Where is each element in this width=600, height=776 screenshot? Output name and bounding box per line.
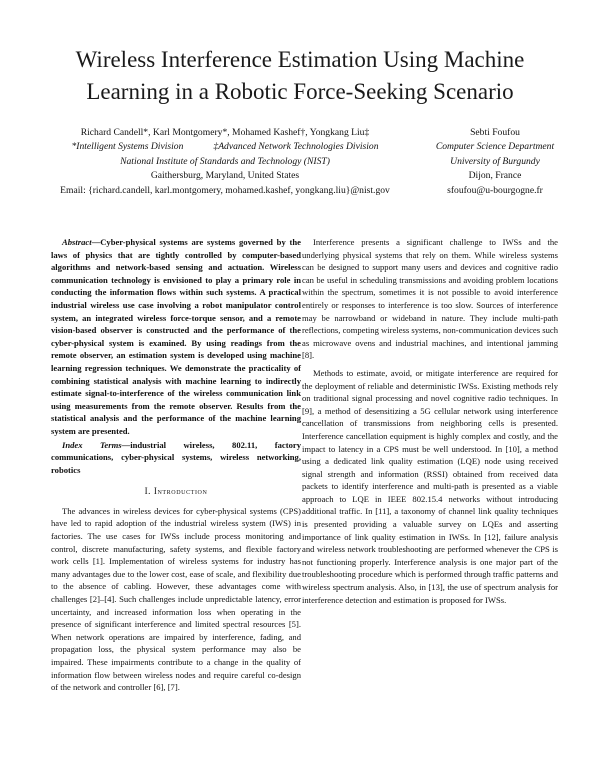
title-line-1: Wireless Interference Estimation Using Machine — [75, 47, 525, 72]
index-terms-text: —industrial wireless, 802.11, factory communications, cyber-physical systems, wireless networking, robotics — [51, 439, 302, 475]
paper-title — [30, 44, 570, 108]
affiliation-university: University of Burgundy — [450, 155, 540, 167]
affiliation-institute: National Institute of Standards and Technology (NIST) — [120, 155, 330, 167]
index-terms-label: Index Terms — [62, 439, 122, 450]
intro-paragraph-3: Methods to estimate, avoid, or mitigate interference are required for the deployment of reliable and deterministic IWSs. Existing methods rely on traditional signal processing and novel cognitive radio techniques. In [9], a method of desensitizing a 5G cellular network using interference cancellation of transmissions from neighboring cells is presented. Interference cancellation equipment is highly complex and costly, and the impact to latency in a CPS must be well understood. In [10], a method using a dedicated link quality estimation (LQE) node using received signal strength and information (RSSI) obtained from received data packets to identify interference and multi-path is presented as a viable approach to LQE in IEEE 802.15.4 networks without introducing additional traffic. In [11], a taxonomy of channel link quality techniques is presented providing a valuable survey on LQEs and asserting importance of link quality estimation in IWSs. In [12], failure analysis and wireless network troubleshooting are performed whenever the CPS is not functioning properly. Interference analysis is one major part of the troubleshooting procedure which is performed through traffic patterns and wireless spectrum analysis. Also, in [13], the use of spectrum analysis for interference detection and estimation is proposed for IWSs. — [302, 367, 558, 605]
affiliation-location: Gaithersburg, Maryland, United States — [150, 170, 300, 182]
affiliation-divisions — [30, 140, 420, 154]
author-emails: Email: {richard.candell, karl.montgomery, mohamed.kashef, yongkang.liu}@nist.gov — [60, 184, 390, 196]
author-block-burgundy — [410, 126, 580, 198]
affiliation-city: Dijon, France — [468, 170, 522, 182]
intro-paragraph-2: Interference presents a significant challenge to IWSs and the underlying physical systems that rely on them. While wireless systems can be designed to support many users and devices and cognitive radio can be useful in scheduling transmissions and avoiding problem locations within the spectrum, sometimes it is not possible to avoid interference entirely or responses to interference is too slow. Sources of interference may be narrowband or wideband in nature. They include multi-path reflections, competing wireless systems, non-communication devices such as microwave ovens and industrial machines, and intentional jamming [8]. — [302, 237, 558, 361]
abstract-text: —Cyber-physical systems are systems governed by the laws of physics that are tightly controlled by computer-based algorithms and network-based sensing and actuation. Wireless communication technology is envisioned to play a primary role in conducting the information flows within such systems. A practical industrial wireless use case involving a robot manipulator control system, an integrated wireless force-torque sensor, and a remote vision-based observer is constructed and the performance of the cyber-physical system is examined. By using readings from the remote observer, an estimation system is developed using machine learning regression techniques. We demonstrate the practicality of combining statistical analysis with machine learning to indirectly estimate signal-to-interference of the wireless communication link using measurements from the remote observer. Results from the statistical analysis and the performance of the machine learning system are presented. — [51, 237, 301, 436]
section-heading-introduction: I. Introduction — [144, 486, 208, 497]
author-block-nist — [30, 126, 420, 198]
abstract-label: Abstract — [62, 237, 92, 247]
affiliation-division-1: *Intelligent Systems Division — [71, 141, 184, 153]
intro-paragraph-1: The advances in wireless devices for cyber-physical systems (CPS) have led to rapid adoption of the industrial wireless system (IWS) in factories. The use cases for IWSs include process monitoring and control, discrete manufacturing, safety systems, and flexible factory work cells [1]. Implementation of wireless systems for industry has many advantages due to the lower cost, ease of scale, and flexibility due to the absence of cabling. However, these advantages come with challenges [2]–[4]. Such challenges include unpredictable latency, error uncertainty, and increased information loss when operating in the presence of significant interference and limited spectral resources [5]. When network operations are impaired by interference, fading, and propagation loss, the physical system performance may also be impaired. These impairments contribute to a change in the quality of information flow between wireless nodes and require careful co-design of the network and controller [6], [7]. — [51, 505, 301, 693]
left-column — [51, 236, 301, 694]
affiliation-division-2: ‡Advanced Network Technologies Division — [213, 141, 379, 153]
author-name-foufou: Sebti Foufou — [470, 127, 520, 138]
index-terms — [51, 439, 301, 477]
title-line-2: Learning in a Robotic Force-Seeking Scenario — [86, 79, 514, 104]
affiliation-department: Computer Science Department — [435, 141, 555, 153]
author-names: Richard Candell*, Karl Montgomery*, Mohamed Kashef†, Yongkang Liu‡ — [80, 127, 370, 138]
right-column — [302, 236, 558, 606]
author-email-foufou: sfoufou@u-bourgogne.fr — [447, 184, 543, 196]
abstract — [51, 236, 301, 438]
